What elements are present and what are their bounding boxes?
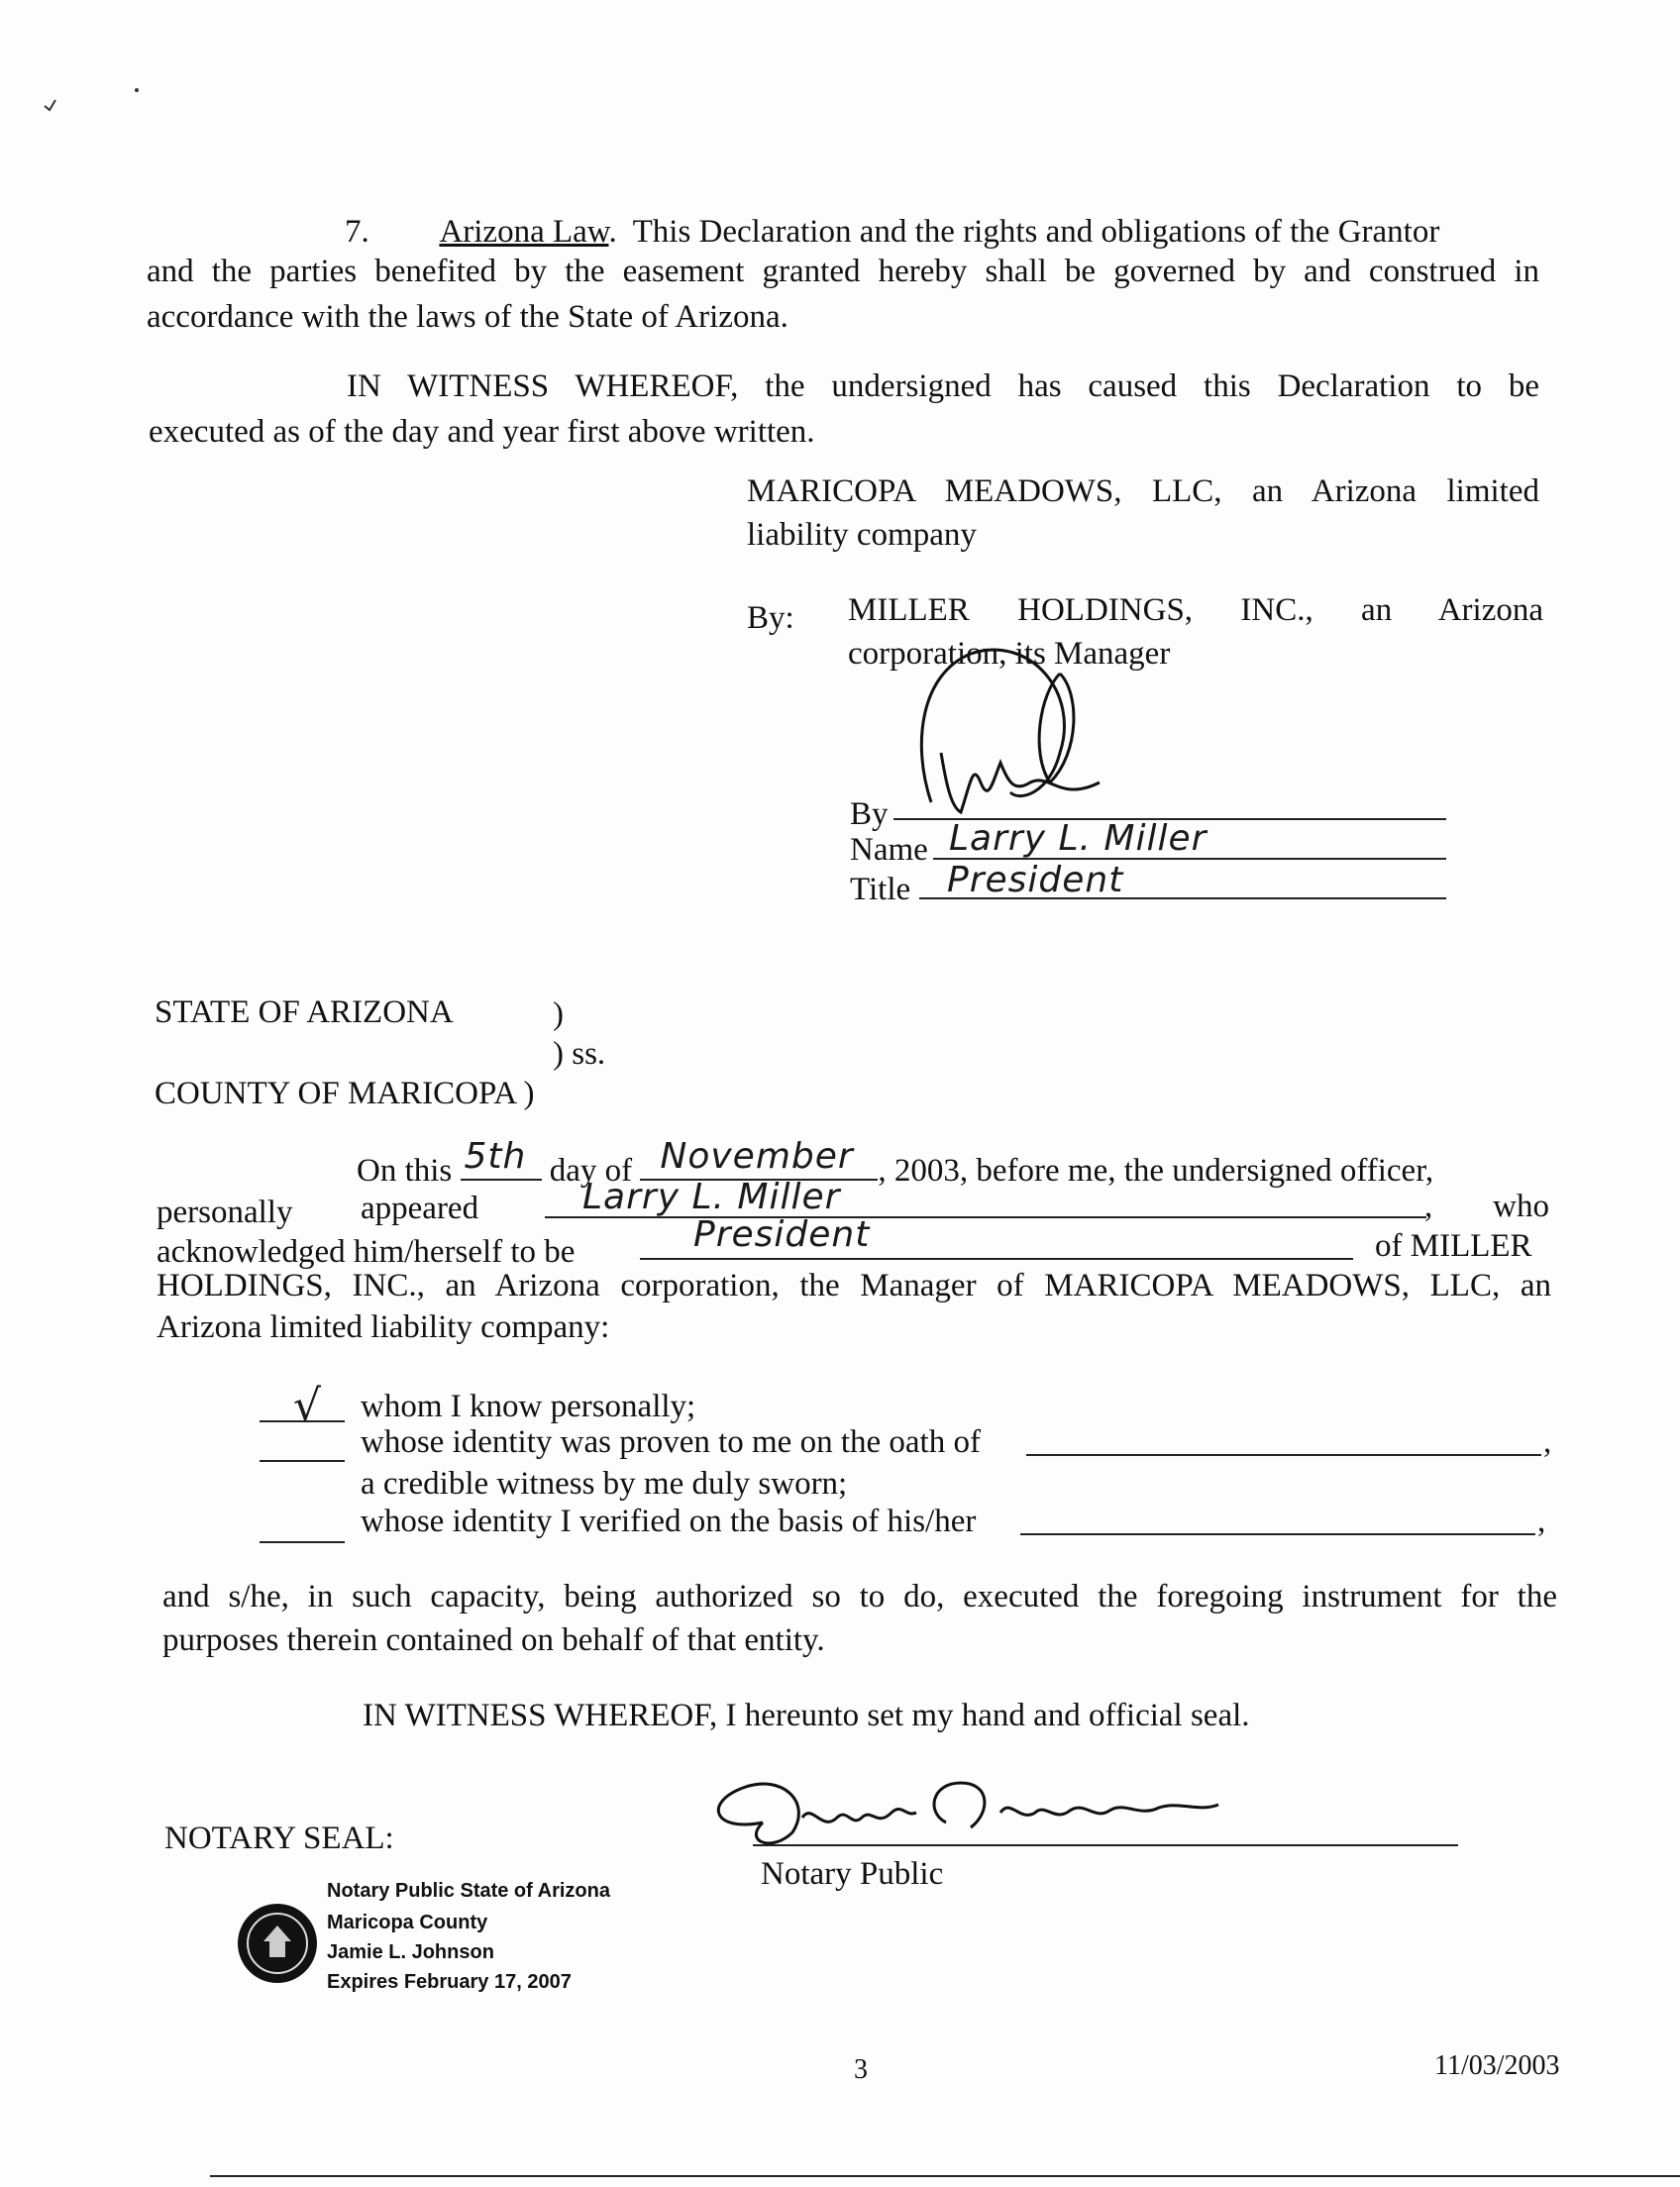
oath-line [1026, 1454, 1541, 1456]
option1-check: √ [293, 1381, 323, 1431]
by2-label: By [850, 796, 889, 832]
ack-on-this: On this [357, 1153, 453, 1189]
by-label: By: [747, 600, 794, 636]
basis-line [1020, 1533, 1535, 1535]
ack-of-miller: of MILLER [1375, 1228, 1532, 1264]
manager-line1: MILLER HOLDINGS, INC., an Arizona [848, 592, 1543, 628]
option1-text: whom I know personally; [361, 1389, 696, 1424]
ack-line5: Arizona limited liability company: [157, 1309, 610, 1345]
day-value: 5th [464, 1136, 527, 1177]
title-label: Title [850, 872, 911, 907]
state-label: STATE OF ARIZONA [155, 994, 454, 1030]
venue-paren1: ) [553, 996, 564, 1032]
section-7-line3: accordance with the laws of the State of Arizona. [147, 299, 788, 335]
ack-day-of: day of [549, 1153, 633, 1189]
notary-signature [703, 1773, 1298, 1862]
person-value: Larry L. Miller [582, 1177, 841, 1217]
title-value: President [947, 860, 1124, 900]
name-value: Larry L. Miller [949, 818, 1208, 859]
witness-line2: executed as of the day and year first above written. [149, 414, 815, 450]
section-7-line2: and the parties benefited by the easement granted hereby shall be governed by and construed in [147, 254, 1539, 289]
option2-comma: , [1543, 1424, 1552, 1460]
option3-text: whose identity I verified on the basis of his/her [361, 1504, 977, 1539]
notary-seal-label: NOTARY SEAL: [164, 1821, 394, 1856]
ack-personally: personally [157, 1195, 293, 1230]
role-line [640, 1258, 1353, 1260]
stamp-line4: Expires February 17, 2007 [327, 1971, 572, 1993]
section-number: 7. [345, 214, 369, 250]
company-line2: liability company [747, 517, 977, 553]
notary-seal-emblem [236, 1902, 319, 1985]
name-label: Name [850, 832, 928, 868]
ack-who: , who [1424, 1189, 1549, 1224]
option2b-text: a credible witness by me duly sworn; [361, 1466, 848, 1502]
stamp-line3: Jamie L. Johnson [327, 1941, 494, 1963]
witness2-text: IN WITNESS WHEREOF, I hereunto set my hand and official seal. [363, 1698, 1250, 1733]
county-label: COUNTY OF MARICOPA ) [155, 1076, 535, 1111]
closing-line1: and s/he, in such capacity, being authorized so to do, executed the foregoing instrument for the [162, 1579, 1557, 1614]
stray-check-mark [40, 84, 149, 124]
notary-signature-line [753, 1844, 1458, 1846]
closing-line2: purposes therein contained on behalf of that entity. [162, 1622, 825, 1658]
footer-date: 11/03/2003 [1434, 2050, 1560, 2081]
section-7-line1: 7. Arizona Law. This Declaration and the rights and obligations of the Grantor [345, 214, 1440, 250]
notary-public-label: Notary Public [761, 1856, 944, 1892]
month-value: November [660, 1136, 854, 1177]
option3-blank [260, 1541, 345, 1543]
miller-signature [911, 634, 1169, 832]
footer-rule [210, 2175, 1680, 2177]
ack-appeared: appeared [361, 1191, 479, 1226]
venue-ss: ) ss. [553, 1036, 606, 1072]
stamp-line1: Notary Public State of Arizona [327, 1880, 610, 1902]
option2-text: whose identity was proven to me on the oath of [361, 1424, 981, 1460]
witness-line1: IN WITNESS WHEREOF, the undersigned has caused this Declaration to be [347, 368, 1539, 404]
ack-acknowledged: acknowledged him/herself to be [157, 1234, 576, 1270]
option2-blank [260, 1460, 345, 1462]
company-line1: MARICOPA MEADOWS, LLC, an Arizona limited [747, 473, 1539, 509]
manager-line2: corporation, its Manager [848, 636, 1171, 672]
option3-comma: , [1537, 1504, 1546, 1539]
stamp-line2: Maricopa County [327, 1912, 488, 1933]
ack-line1 [357, 1136, 1434, 1193]
role-value: President [693, 1214, 871, 1255]
ack-year: , 2003, before me, the undersigned officer, [878, 1153, 1434, 1189]
section-7-text1: This Declaration and the rights and obligations of the Grantor [632, 214, 1440, 250]
page-number: 3 [854, 2054, 868, 2085]
section-heading: Arizona Law [439, 214, 609, 250]
day-blank [461, 1136, 542, 1181]
ack-line4: HOLDINGS, INC., an Arizona corporation, the Manager of MARICOPA MEADOWS, LLC, an [157, 1268, 1551, 1303]
